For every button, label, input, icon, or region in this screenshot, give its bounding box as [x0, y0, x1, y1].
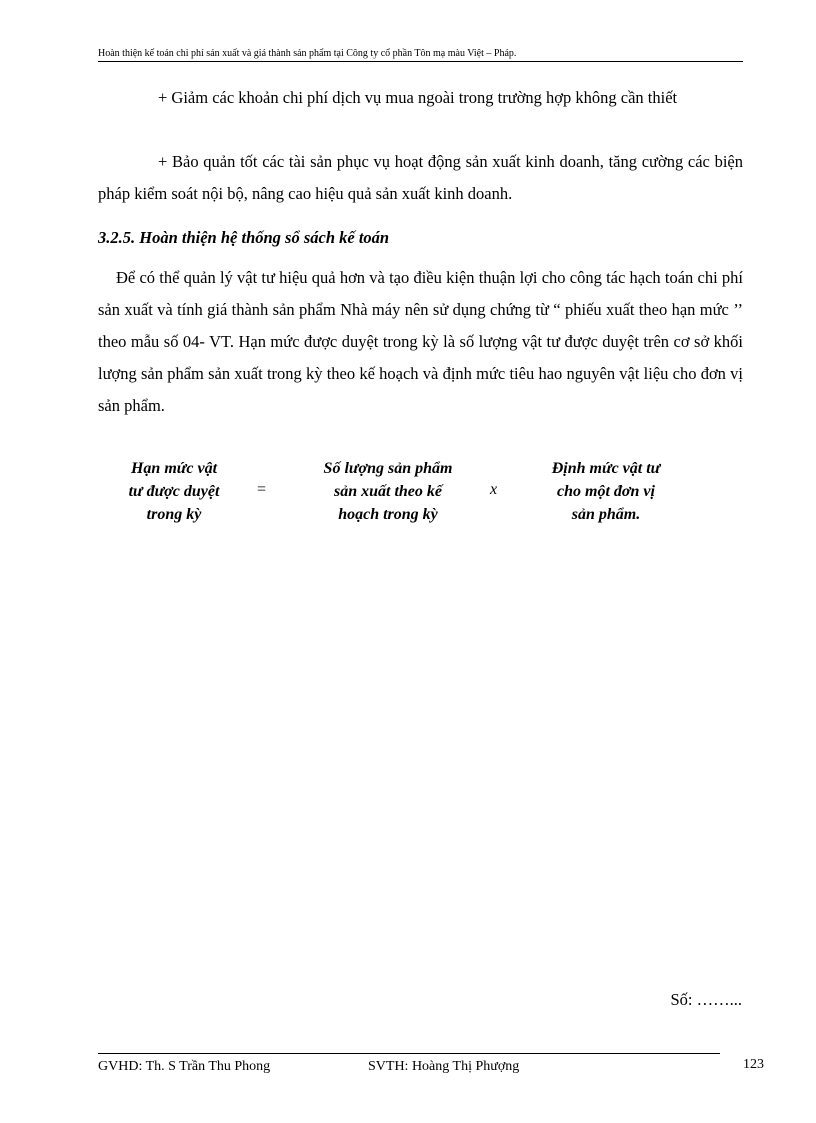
- formula-planned-quantity: Số lượng sản phẩm sản xuất theo kế hoạch trong kỳ: [323, 460, 453, 523]
- document-number-field: Số: ……...: [670, 990, 742, 1009]
- paragraph-preserve-assets: + Bảo quản tốt các tài sản phục vụ hoạt động sản xuất kinh doanh, tăng cường các biện pháp kiểm soát nội bộ, nâng cao hiệu quả sản xuất kinh doanh.: [98, 152, 743, 203]
- page-number: 123: [743, 1057, 764, 1072]
- paragraph-reduce-costs: + Giảm các khoản chi phí dịch vụ mua ngoài trong trường hợp không cần thiết: [158, 88, 678, 107]
- section-heading: 3.2.5. Hoàn thiện hệ thống sổ sách kế toán: [98, 228, 390, 247]
- footer-divider: [98, 1053, 720, 1054]
- formula-equals-sign: =: [257, 481, 267, 498]
- running-header: Hoàn thiện kế toán chi phí sản xuất và giá thành sản phẩm tại Công ty cổ phần Tôn mạ màu Việt – Pháp.: [98, 48, 743, 62]
- formula-times-sign: x: [490, 481, 498, 498]
- formula-approved-limit: Hạn mức vật tư được duyệt trong kỳ: [128, 460, 220, 523]
- footer-student: SVTH: Hoàng Thị Phượng: [368, 1059, 520, 1074]
- paragraph-inventory-voucher: Để có thể quản lý vật tư hiệu quả hơn và tạo điều kiện thuận lợi cho công tác hạch toán chi phí sản xuất và tính giá thành sản phẩm Nhà máy nên sử dụng chứng từ “ phiếu xuất theo hạn mức ’’ theo mẫu số 04- VT. Hạn mức được duyệt trong kỳ là số lượng vật tư được duyệt trên cơ sở khối lượng sản phẩm sản xuất trong kỳ theo kế hoạch và định mức tiêu hao nguyên vật liệu cho đơn vị sản phẩm.: [98, 268, 743, 415]
- formula-unit-norm: Định mức vật tư cho một đơn vị sản phẩm.: [551, 460, 661, 523]
- footer-advisor: GVHD: Th. S Trần Thu Phong: [98, 1059, 271, 1074]
